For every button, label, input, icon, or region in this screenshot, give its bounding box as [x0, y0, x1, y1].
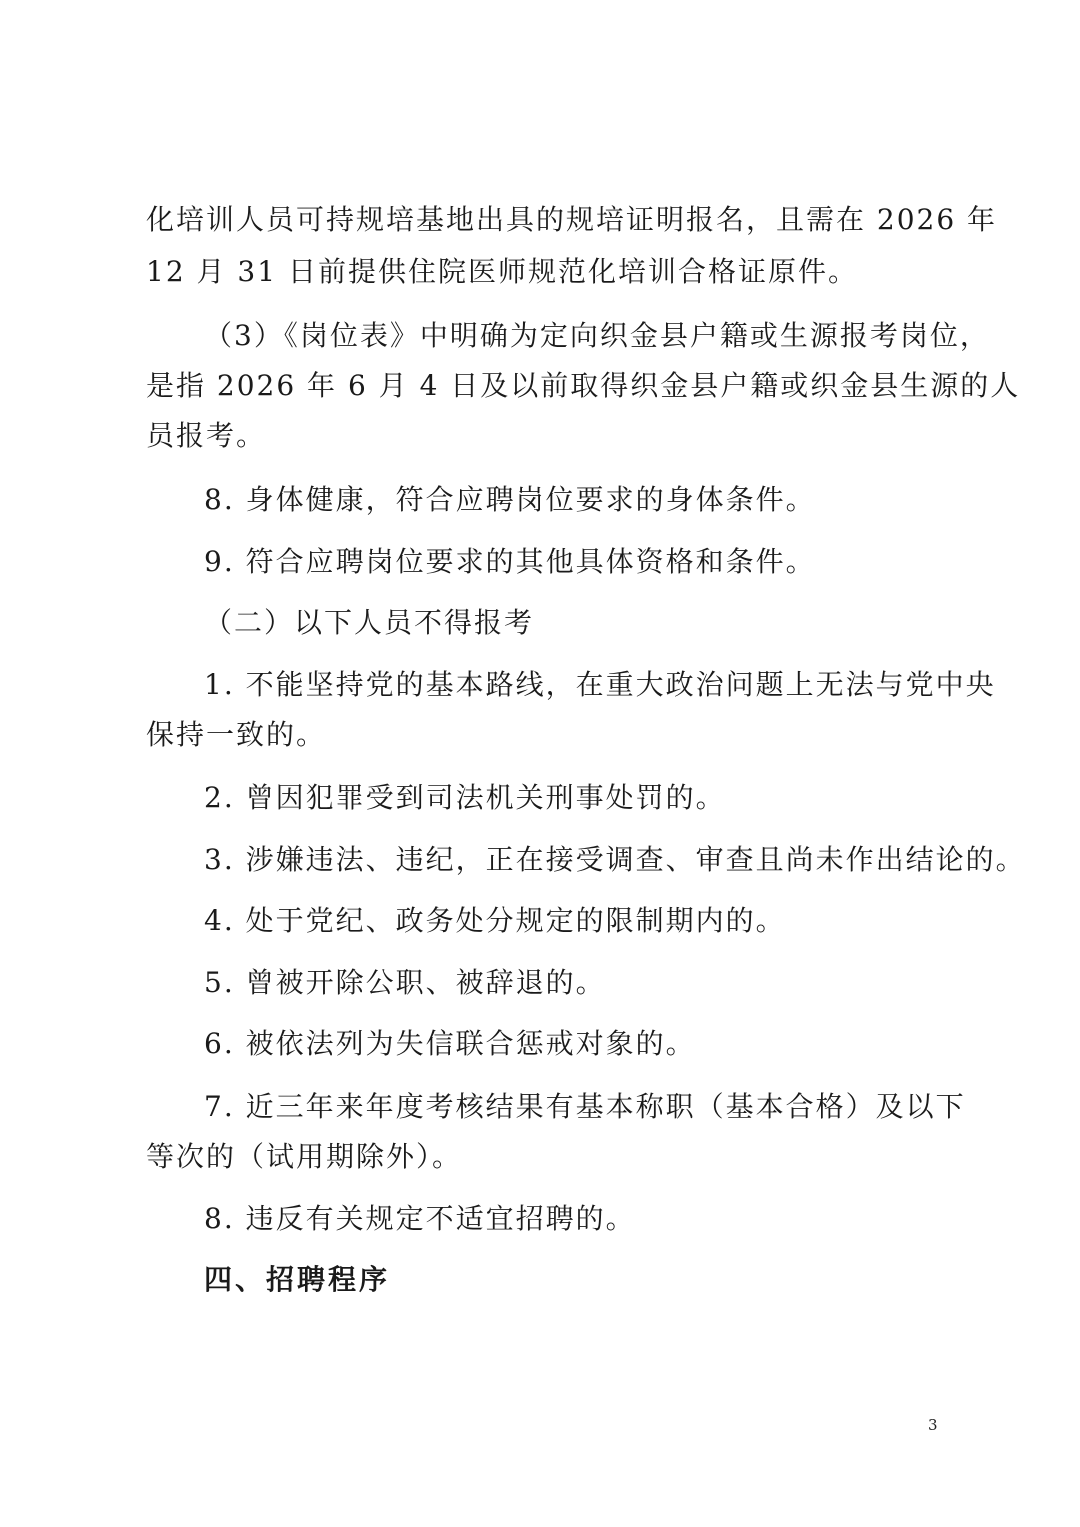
text-line: （3）《岗位表》中明确为定向织金县户籍或生源报考岗位，	[204, 319, 990, 352]
section-subheading: （二）以下人员不得报考	[204, 606, 535, 639]
text-line: 化培训人员可持规培基地出具的规培证明报名，且需在 2026 年	[146, 203, 998, 236]
text-line: 等次的（试用期除外）。	[146, 1140, 463, 1173]
list-item: 2. 曾因犯罪受到司法机关刑事处罚的。	[204, 781, 726, 814]
list-item: 3. 涉嫌违法、违纪，正在接受调查、审查且尚未作出结论的。	[204, 843, 1026, 876]
list-item: 7. 近三年来年度考核结果有基本称职（基本合格）及以下	[204, 1090, 966, 1123]
list-item: 1. 不能坚持党的基本路线，在重大政治问题上无法与党中央	[204, 668, 996, 701]
list-item: 9. 符合应聘岗位要求的其他具体资格和条件。	[204, 545, 816, 578]
text-line: 是指 2026 年 6 月 4 日及以前取得织金县户籍或织金县生源的人	[146, 369, 1021, 402]
text-line: 保持一致的。	[146, 718, 327, 751]
list-item: 8. 身体健康，符合应聘岗位要求的身体条件。	[204, 483, 816, 516]
list-item: 8. 违反有关规定不适宜招聘的。	[204, 1202, 636, 1235]
text-line: 员报考。	[146, 419, 267, 452]
list-item: 5. 曾被开除公职、被辞退的。	[204, 966, 606, 999]
list-item: 6. 被依法列为失信联合惩戒对象的。	[204, 1027, 696, 1060]
text-line: 12 月 31 日前提供住院医师规范化培训合格证原件。	[146, 255, 858, 288]
section-heading: 四、招聘程序	[204, 1263, 391, 1296]
page-number: 3	[928, 1416, 938, 1434]
list-item: 4. 处于党纪、政务处分规定的限制期内的。	[204, 904, 786, 937]
